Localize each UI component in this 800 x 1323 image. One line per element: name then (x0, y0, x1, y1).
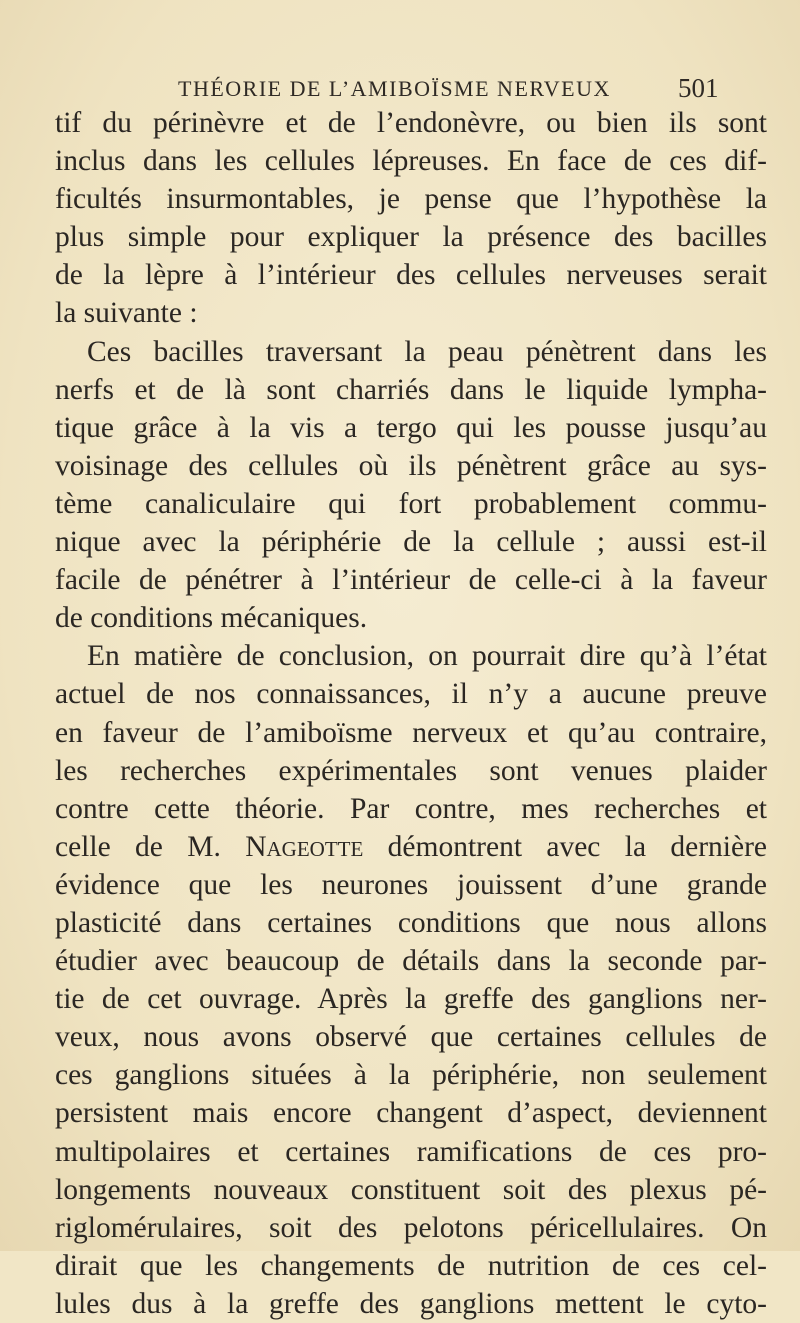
text-line: actuel de nos connaissances, il n’y a aucune preuve (55, 678, 767, 711)
text-line: inclus dans les cellules lépreuses. En face de ces dif- (55, 145, 767, 178)
body-text (55, 104, 767, 1323)
text-line: multipolaires et certaines ramifications de ces pro- (55, 1135, 767, 1168)
text-line: les recherches expérimentales sont venues plaider (55, 754, 767, 787)
page-number: 501 (678, 73, 719, 103)
running-title: THÉORIE DE L’AMIBOÏSME NERVEUX (178, 76, 611, 101)
text-line: nerfs et de là sont charriés dans le liquide lympha- (55, 373, 767, 406)
text-line: tif du périnèvre et de l’endonèvre, ou bien ils sont (55, 107, 767, 139)
text-line: longements nouveaux constituent soit des plexus pé- (55, 1173, 767, 1206)
text-line: veux, nous avons observé que certaines cellules de (55, 1021, 767, 1054)
text-line: évidence que les neurones jouissent d’une grande (55, 868, 767, 901)
text-line: en faveur de l’amiboïsme nerveux et qu’au contraire, (55, 716, 767, 749)
text-line: de la lèpre à l’intérieur des cellules nerveuses serait (55, 259, 767, 292)
text-line: persistent mais encore changent d’aspect, deviennent (55, 1097, 767, 1130)
text-line-with-author (55, 828, 767, 866)
text-fragment: celle de M. (55, 830, 221, 863)
text-line: étudier avec beaucoup de détails dans la seconde par- (55, 945, 767, 978)
text-line: tique grâce à la vis a tergo qui les pousse jusqu’au (55, 411, 767, 444)
text-line: voisinage des cellules où ils pénètrent grâce au sys- (55, 449, 767, 482)
text-line: de conditions mécaniques. (55, 602, 368, 635)
text-line: Ces bacilles traversant la peau pénètrent dans les (87, 335, 767, 368)
author-name: Nageotte (245, 830, 364, 863)
text-line: ces ganglions situées à la périphérie, non seulement (55, 1059, 767, 1092)
text-line: tie de cet ouvrage. Après la greffe des ganglions ner- (55, 983, 767, 1016)
text-line: contre cette théorie. Par contre, mes recherches et (55, 792, 767, 825)
text-line: plus simple pour expliquer la présence des bacilles (55, 221, 767, 254)
text-line: plasticité dans certaines conditions que nous allons (55, 906, 767, 939)
text-line: dirait que les changements de nutrition de ces cel- (55, 1249, 767, 1282)
text-line: nique avec la périphérie de la cellule ; aussi est-il (55, 526, 767, 559)
text-line: En matière de conclusion, on pourrait dire qu’à l’état (87, 640, 767, 673)
text-fragment: démontrent avec la dernière (387, 830, 768, 863)
text-line: ficultés insurmontables, je pense que l’hypothèse la (55, 183, 767, 216)
text-line: la suivante : (55, 297, 198, 330)
text-line: facile de pénétrer à l’intérieur de celle-ci à la faveur (55, 564, 767, 597)
text-line: riglomérulaires, soit des pelotons péricellulaires. On (55, 1211, 767, 1244)
text-line: tème canaliculaire qui fort probablement commu- (55, 487, 767, 520)
text-line: lules dus à la greffe des ganglions mettent le cyto- (55, 1287, 767, 1320)
